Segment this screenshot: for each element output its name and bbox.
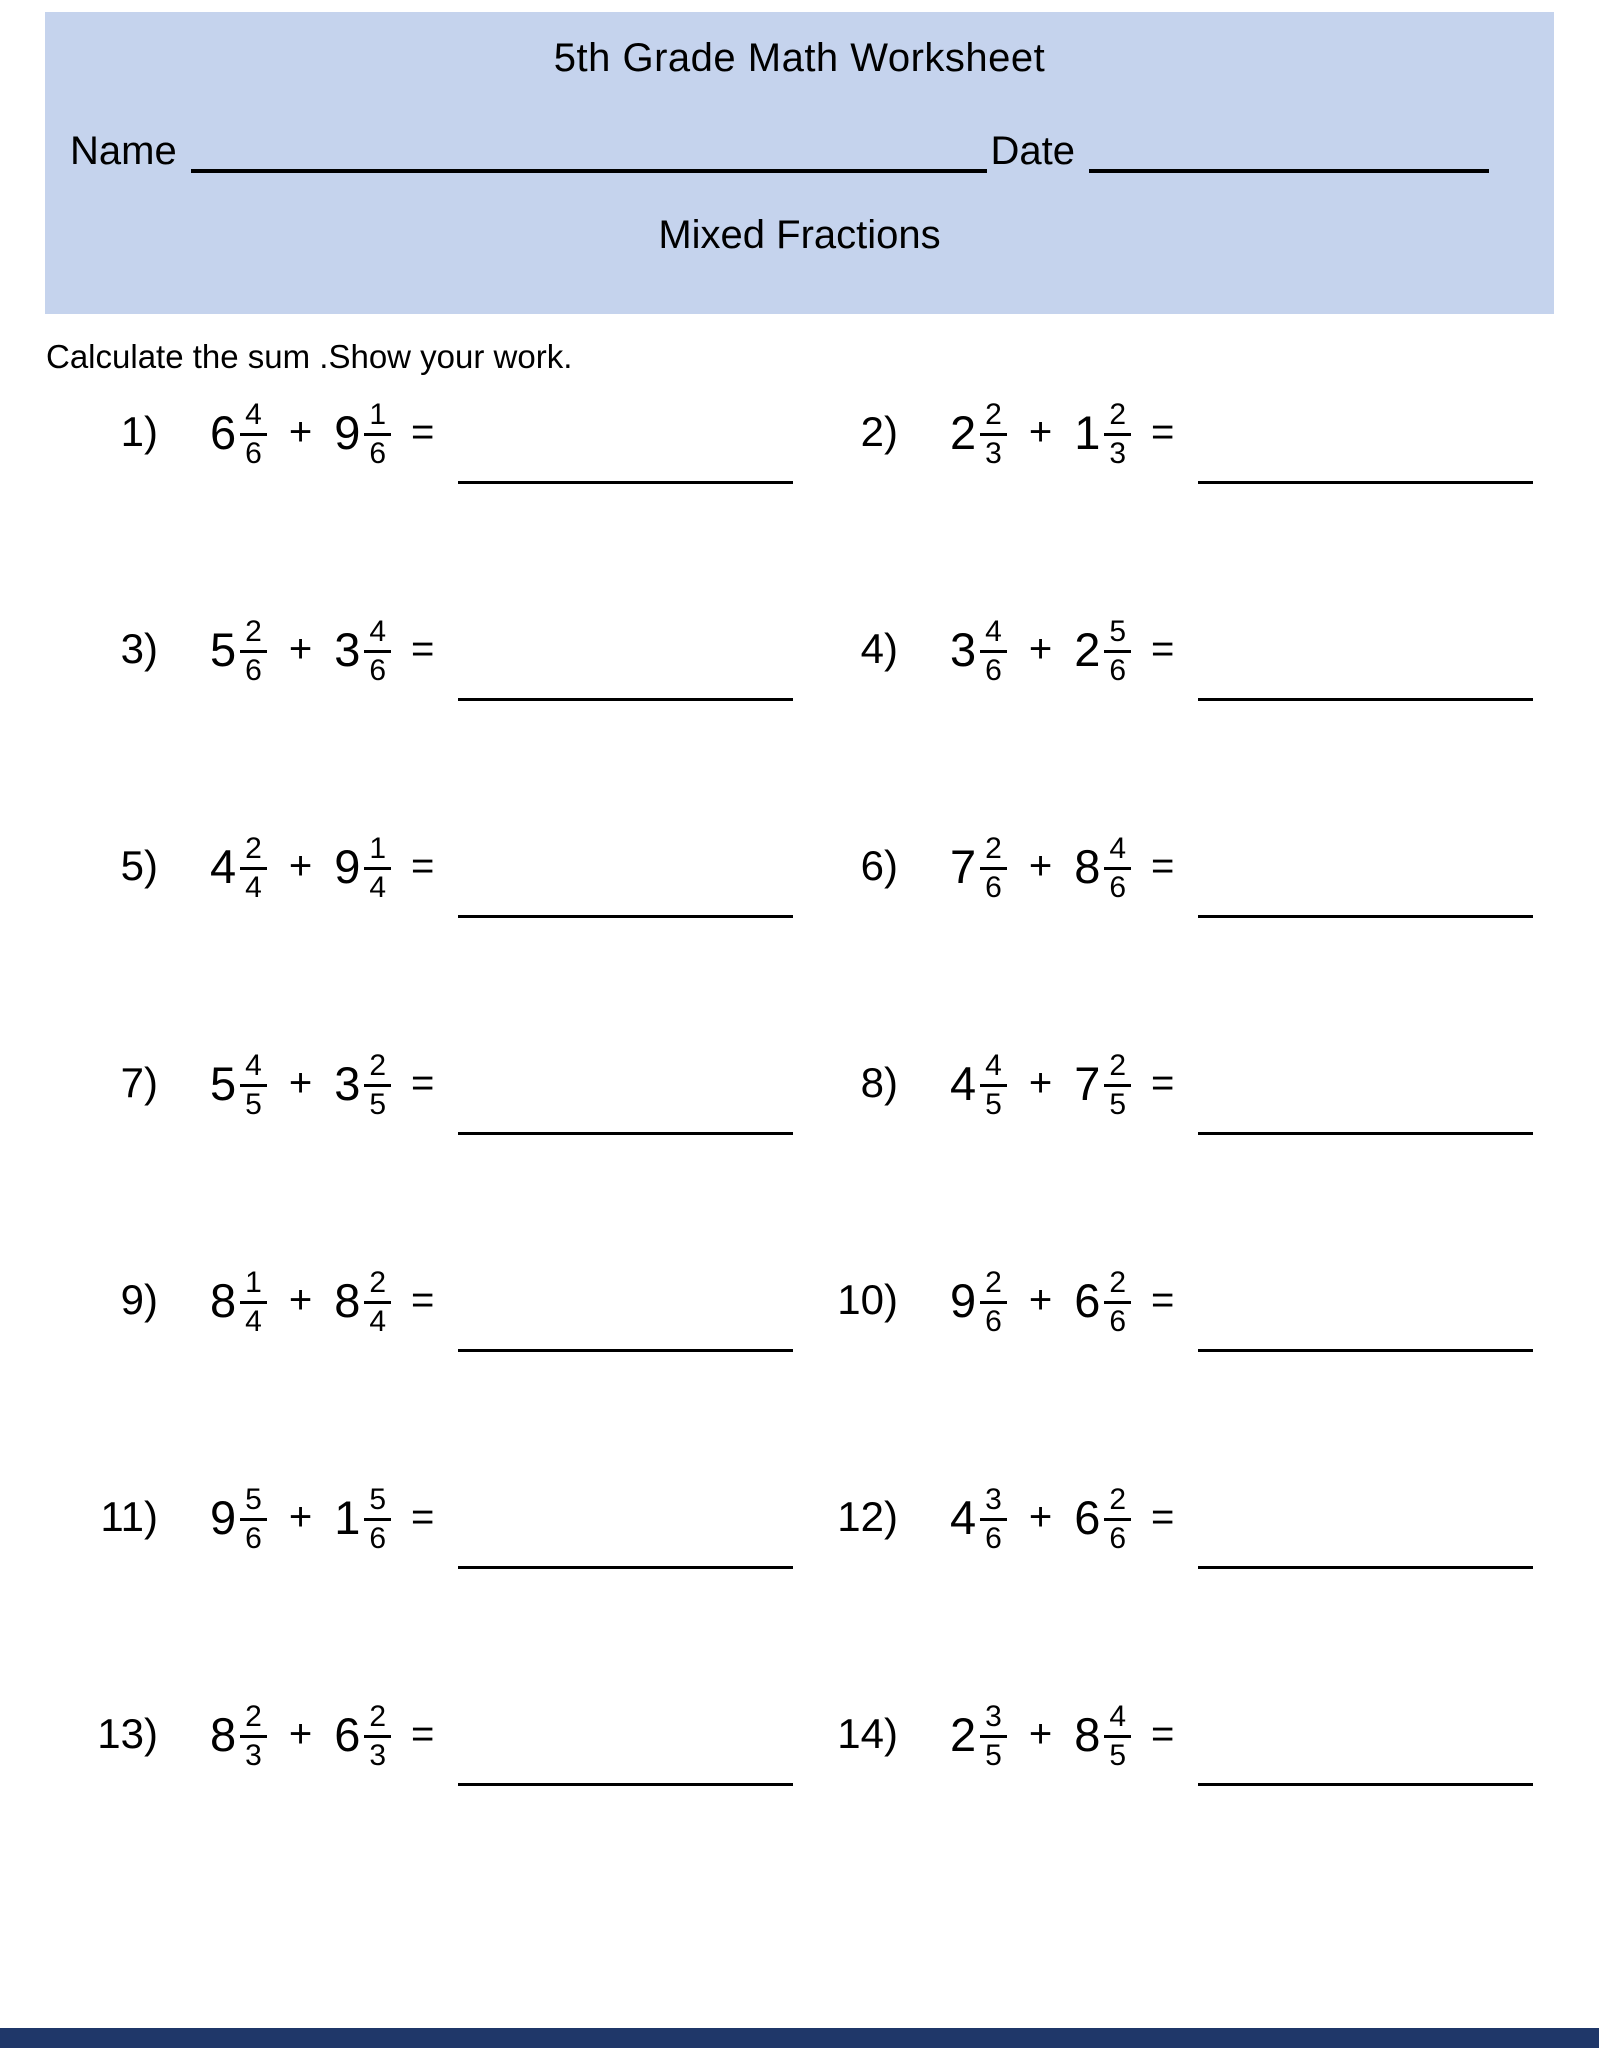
mixed-number-first (210, 397, 267, 468)
fraction (240, 399, 267, 470)
fraction (240, 1050, 267, 1121)
numerator: 2 (1104, 399, 1131, 437)
problem-number: 6) (860, 842, 898, 889)
whole-number: 3 (950, 622, 977, 676)
answer-blank-line (1198, 1349, 1533, 1352)
answer-blank-line (1198, 915, 1533, 918)
whole-number: 8 (210, 1707, 237, 1761)
problem-item (48, 601, 788, 697)
denominator: 3 (369, 1739, 387, 1772)
equals-sign: = (411, 843, 435, 888)
numerator: 4 (980, 616, 1007, 654)
denominator: 6 (1109, 654, 1127, 687)
answer-blank-line (1198, 1566, 1533, 1569)
problem-item (788, 1686, 1599, 1782)
problem-item (48, 818, 788, 914)
problem-item (48, 1035, 788, 1131)
name-blank-line (191, 127, 987, 173)
numerator: 4 (240, 399, 267, 437)
numerator: 1 (364, 833, 391, 871)
page-title: 5th Grade Math Worksheet (553, 36, 1046, 80)
plus-operator: + (288, 1711, 313, 1756)
worksheet-header (45, 12, 1554, 314)
plus-operator: + (1028, 843, 1053, 888)
mixed-number-second (1074, 397, 1131, 468)
whole-number: 8 (1074, 1707, 1101, 1761)
problem-item (48, 384, 788, 480)
denominator: 6 (369, 437, 387, 470)
whole-number: 7 (950, 839, 977, 893)
numerator: 2 (364, 1267, 391, 1305)
fraction (1104, 1267, 1131, 1338)
problem-number: 9) (120, 1276, 158, 1323)
denominator: 4 (245, 871, 262, 904)
fraction (364, 833, 391, 904)
denominator: 6 (369, 1522, 387, 1555)
numerator: 4 (240, 1050, 267, 1088)
fraction (1104, 399, 1131, 470)
mixed-number-first (210, 1048, 267, 1119)
mixed-number-first (210, 1699, 267, 1770)
answer-blank-line (458, 1783, 793, 1786)
numerator: 2 (240, 1701, 267, 1739)
problem-number: 1) (120, 408, 158, 455)
fraction (240, 616, 267, 687)
numerator: 4 (980, 1050, 1007, 1088)
whole-number: 6 (1074, 1273, 1101, 1327)
whole-number: 4 (950, 1490, 977, 1544)
plus-operator: + (1028, 626, 1053, 671)
problem-number: 10) (837, 1276, 898, 1323)
mixed-number-second (1074, 1699, 1131, 1770)
fraction (1104, 833, 1131, 904)
whole-number: 5 (210, 622, 237, 676)
denominator: 6 (245, 437, 262, 470)
mixed-number-second (1074, 831, 1131, 902)
numerator: 4 (1104, 1701, 1131, 1739)
whole-number: 8 (334, 1273, 361, 1327)
mixed-number-second (334, 831, 391, 902)
problem-item (788, 601, 1599, 697)
mixed-number-first (950, 831, 1007, 902)
problem-item (48, 1252, 788, 1348)
mixed-number-second (1074, 614, 1131, 685)
plus-operator: + (288, 843, 313, 888)
whole-number: 2 (950, 1707, 977, 1761)
fraction (240, 1267, 267, 1338)
equals-sign: = (1151, 1060, 1175, 1105)
answer-blank-line (1198, 698, 1533, 701)
equals-sign: = (1151, 1711, 1175, 1756)
fraction (1104, 1701, 1131, 1772)
name-label: Name (70, 129, 177, 173)
mixed-number-second (334, 1048, 391, 1119)
problem-item (48, 1686, 788, 1782)
numerator: 5 (364, 1484, 391, 1522)
whole-number: 8 (210, 1273, 237, 1327)
denominator: 5 (985, 1088, 1002, 1121)
numerator: 3 (980, 1701, 1007, 1739)
mixed-number-second (1074, 1482, 1131, 1553)
whole-number: 6 (334, 1707, 361, 1761)
mixed-number-second (334, 397, 391, 468)
problem-item (788, 1469, 1599, 1565)
mixed-number-first (950, 614, 1007, 685)
fraction (364, 1484, 391, 1555)
problem-item (48, 1469, 788, 1565)
plus-operator: + (1028, 409, 1053, 454)
problem-number: 2) (860, 408, 898, 455)
denominator: 6 (245, 1522, 262, 1555)
plus-operator: + (288, 626, 313, 671)
numerator: 2 (1104, 1484, 1131, 1522)
fraction (980, 616, 1007, 687)
equals-sign: = (411, 409, 435, 454)
denominator: 4 (369, 1305, 387, 1338)
numerator: 1 (240, 1267, 267, 1305)
fraction (240, 1701, 267, 1772)
numerator: 4 (1104, 833, 1131, 871)
fraction (980, 1701, 1007, 1772)
problem-number: 5) (120, 842, 158, 889)
problem-number: 4) (860, 625, 898, 672)
numerator: 2 (980, 833, 1007, 871)
denominator: 6 (985, 1305, 1002, 1338)
equals-sign: = (411, 1060, 435, 1105)
whole-number: 1 (334, 1490, 361, 1544)
numerator: 5 (240, 1484, 267, 1522)
answer-blank-line (1198, 481, 1533, 484)
denominator: 5 (1109, 1739, 1127, 1772)
name-date-row (70, 127, 1554, 173)
fraction (980, 1050, 1007, 1121)
fraction (980, 833, 1007, 904)
fraction (980, 1484, 1007, 1555)
date-label: Date (990, 129, 1075, 173)
plus-operator: + (1028, 1494, 1053, 1539)
whole-number: 3 (334, 1056, 361, 1110)
problem-number: 12) (837, 1493, 898, 1540)
denominator: 4 (369, 871, 387, 904)
problem-item (788, 1035, 1599, 1131)
denominator: 5 (245, 1088, 262, 1121)
equals-sign: = (1151, 409, 1175, 454)
equals-sign: = (411, 1494, 435, 1539)
denominator: 6 (1109, 1305, 1127, 1338)
answer-blank-line (458, 1349, 793, 1352)
problem-number: 7) (120, 1059, 158, 1106)
mixed-number-second (334, 1699, 391, 1770)
fraction (364, 399, 391, 470)
denominator: 6 (985, 871, 1002, 904)
mixed-number-first (950, 397, 1007, 468)
numerator: 3 (980, 1484, 1007, 1522)
equals-sign: = (411, 1711, 435, 1756)
numerator: 2 (240, 833, 267, 871)
plus-operator: + (288, 1060, 313, 1105)
problem-item (788, 384, 1599, 480)
denominator: 4 (245, 1305, 262, 1338)
denominator: 6 (1109, 1522, 1127, 1555)
problems-grid (48, 384, 1599, 1903)
whole-number: 8 (1074, 839, 1101, 893)
denominator: 6 (1109, 871, 1127, 904)
mixed-number-first (210, 831, 267, 902)
answer-blank-line (1198, 1783, 1533, 1786)
mixed-number-first (950, 1482, 1007, 1553)
numerator: 2 (364, 1050, 391, 1088)
mixed-number-first (210, 614, 267, 685)
denominator: 5 (985, 1739, 1002, 1772)
whole-number: 7 (1074, 1056, 1101, 1110)
problem-item (788, 818, 1599, 914)
denominator: 6 (985, 1522, 1002, 1555)
denominator: 6 (985, 654, 1002, 687)
whole-number: 9 (950, 1273, 977, 1327)
fraction (364, 1267, 391, 1338)
whole-number: 4 (210, 839, 237, 893)
whole-number: 6 (1074, 1490, 1101, 1544)
mixed-number-second (334, 614, 391, 685)
numerator: 2 (1104, 1267, 1131, 1305)
numerator: 2 (364, 1701, 391, 1739)
numerator: 2 (980, 399, 1007, 437)
answer-blank-line (458, 1566, 793, 1569)
fraction (1104, 616, 1131, 687)
footer-bar (0, 2028, 1599, 2048)
fraction (240, 833, 267, 904)
numerator: 4 (364, 616, 391, 654)
numerator: 5 (1104, 616, 1131, 654)
whole-number: 6 (210, 405, 237, 459)
mixed-number-second (1074, 1048, 1131, 1119)
denominator: 5 (1109, 1088, 1127, 1121)
problem-number: 11) (100, 1493, 158, 1540)
date-blank-line (1089, 127, 1489, 173)
mixed-number-second (1074, 1265, 1131, 1336)
mixed-number-second (334, 1265, 391, 1336)
mixed-number-first (950, 1048, 1007, 1119)
answer-blank-line (1198, 1132, 1533, 1135)
whole-number: 2 (1074, 622, 1101, 676)
whole-number: 1 (1074, 405, 1101, 459)
whole-number: 3 (334, 622, 361, 676)
problem-number: 3) (120, 625, 158, 672)
worksheet-subtitle: Mixed Fractions (658, 213, 941, 257)
denominator: 3 (245, 1739, 262, 1772)
plus-operator: + (288, 1277, 313, 1322)
mixed-number-first (210, 1265, 267, 1336)
plus-operator: + (288, 1494, 313, 1539)
fraction (980, 399, 1007, 470)
fraction (364, 1050, 391, 1121)
fraction (364, 616, 391, 687)
whole-number: 9 (334, 405, 361, 459)
problem-number: 13) (97, 1710, 158, 1757)
fraction (1104, 1050, 1131, 1121)
equals-sign: = (411, 1277, 435, 1322)
plus-operator: + (1028, 1060, 1053, 1105)
denominator: 6 (369, 654, 387, 687)
numerator: 2 (240, 616, 267, 654)
mixed-number-second (334, 1482, 391, 1553)
numerator: 2 (1104, 1050, 1131, 1088)
problem-number: 14) (837, 1710, 898, 1757)
whole-number: 4 (950, 1056, 977, 1110)
mixed-number-first (950, 1265, 1007, 1336)
fraction (1104, 1484, 1131, 1555)
denominator: 3 (1109, 437, 1127, 470)
fraction (980, 1267, 1007, 1338)
equals-sign: = (1151, 1494, 1175, 1539)
mixed-number-first (950, 1699, 1007, 1770)
instruction-text: Calculate the sum .Show your work. (46, 338, 573, 375)
problem-number: 8) (860, 1059, 898, 1106)
equals-sign: = (1151, 843, 1175, 888)
denominator: 3 (985, 437, 1002, 470)
denominator: 6 (245, 654, 262, 687)
whole-number: 9 (210, 1490, 237, 1544)
answer-blank-line (458, 1132, 793, 1135)
answer-blank-line (458, 698, 793, 701)
plus-operator: + (1028, 1277, 1053, 1322)
plus-operator: + (288, 409, 313, 454)
plus-operator: + (1028, 1711, 1053, 1756)
equals-sign: = (1151, 626, 1175, 671)
answer-blank-line (458, 915, 793, 918)
whole-number: 2 (950, 405, 977, 459)
fraction (364, 1701, 391, 1772)
whole-number: 5 (210, 1056, 237, 1110)
mixed-number-first (210, 1482, 267, 1553)
problem-item (788, 1252, 1599, 1348)
numerator: 1 (364, 399, 391, 437)
denominator: 5 (369, 1088, 387, 1121)
fraction (240, 1484, 267, 1555)
equals-sign: = (1151, 1277, 1175, 1322)
equals-sign: = (411, 626, 435, 671)
answer-blank-line (458, 481, 793, 484)
whole-number: 9 (334, 839, 361, 893)
numerator: 2 (980, 1267, 1007, 1305)
